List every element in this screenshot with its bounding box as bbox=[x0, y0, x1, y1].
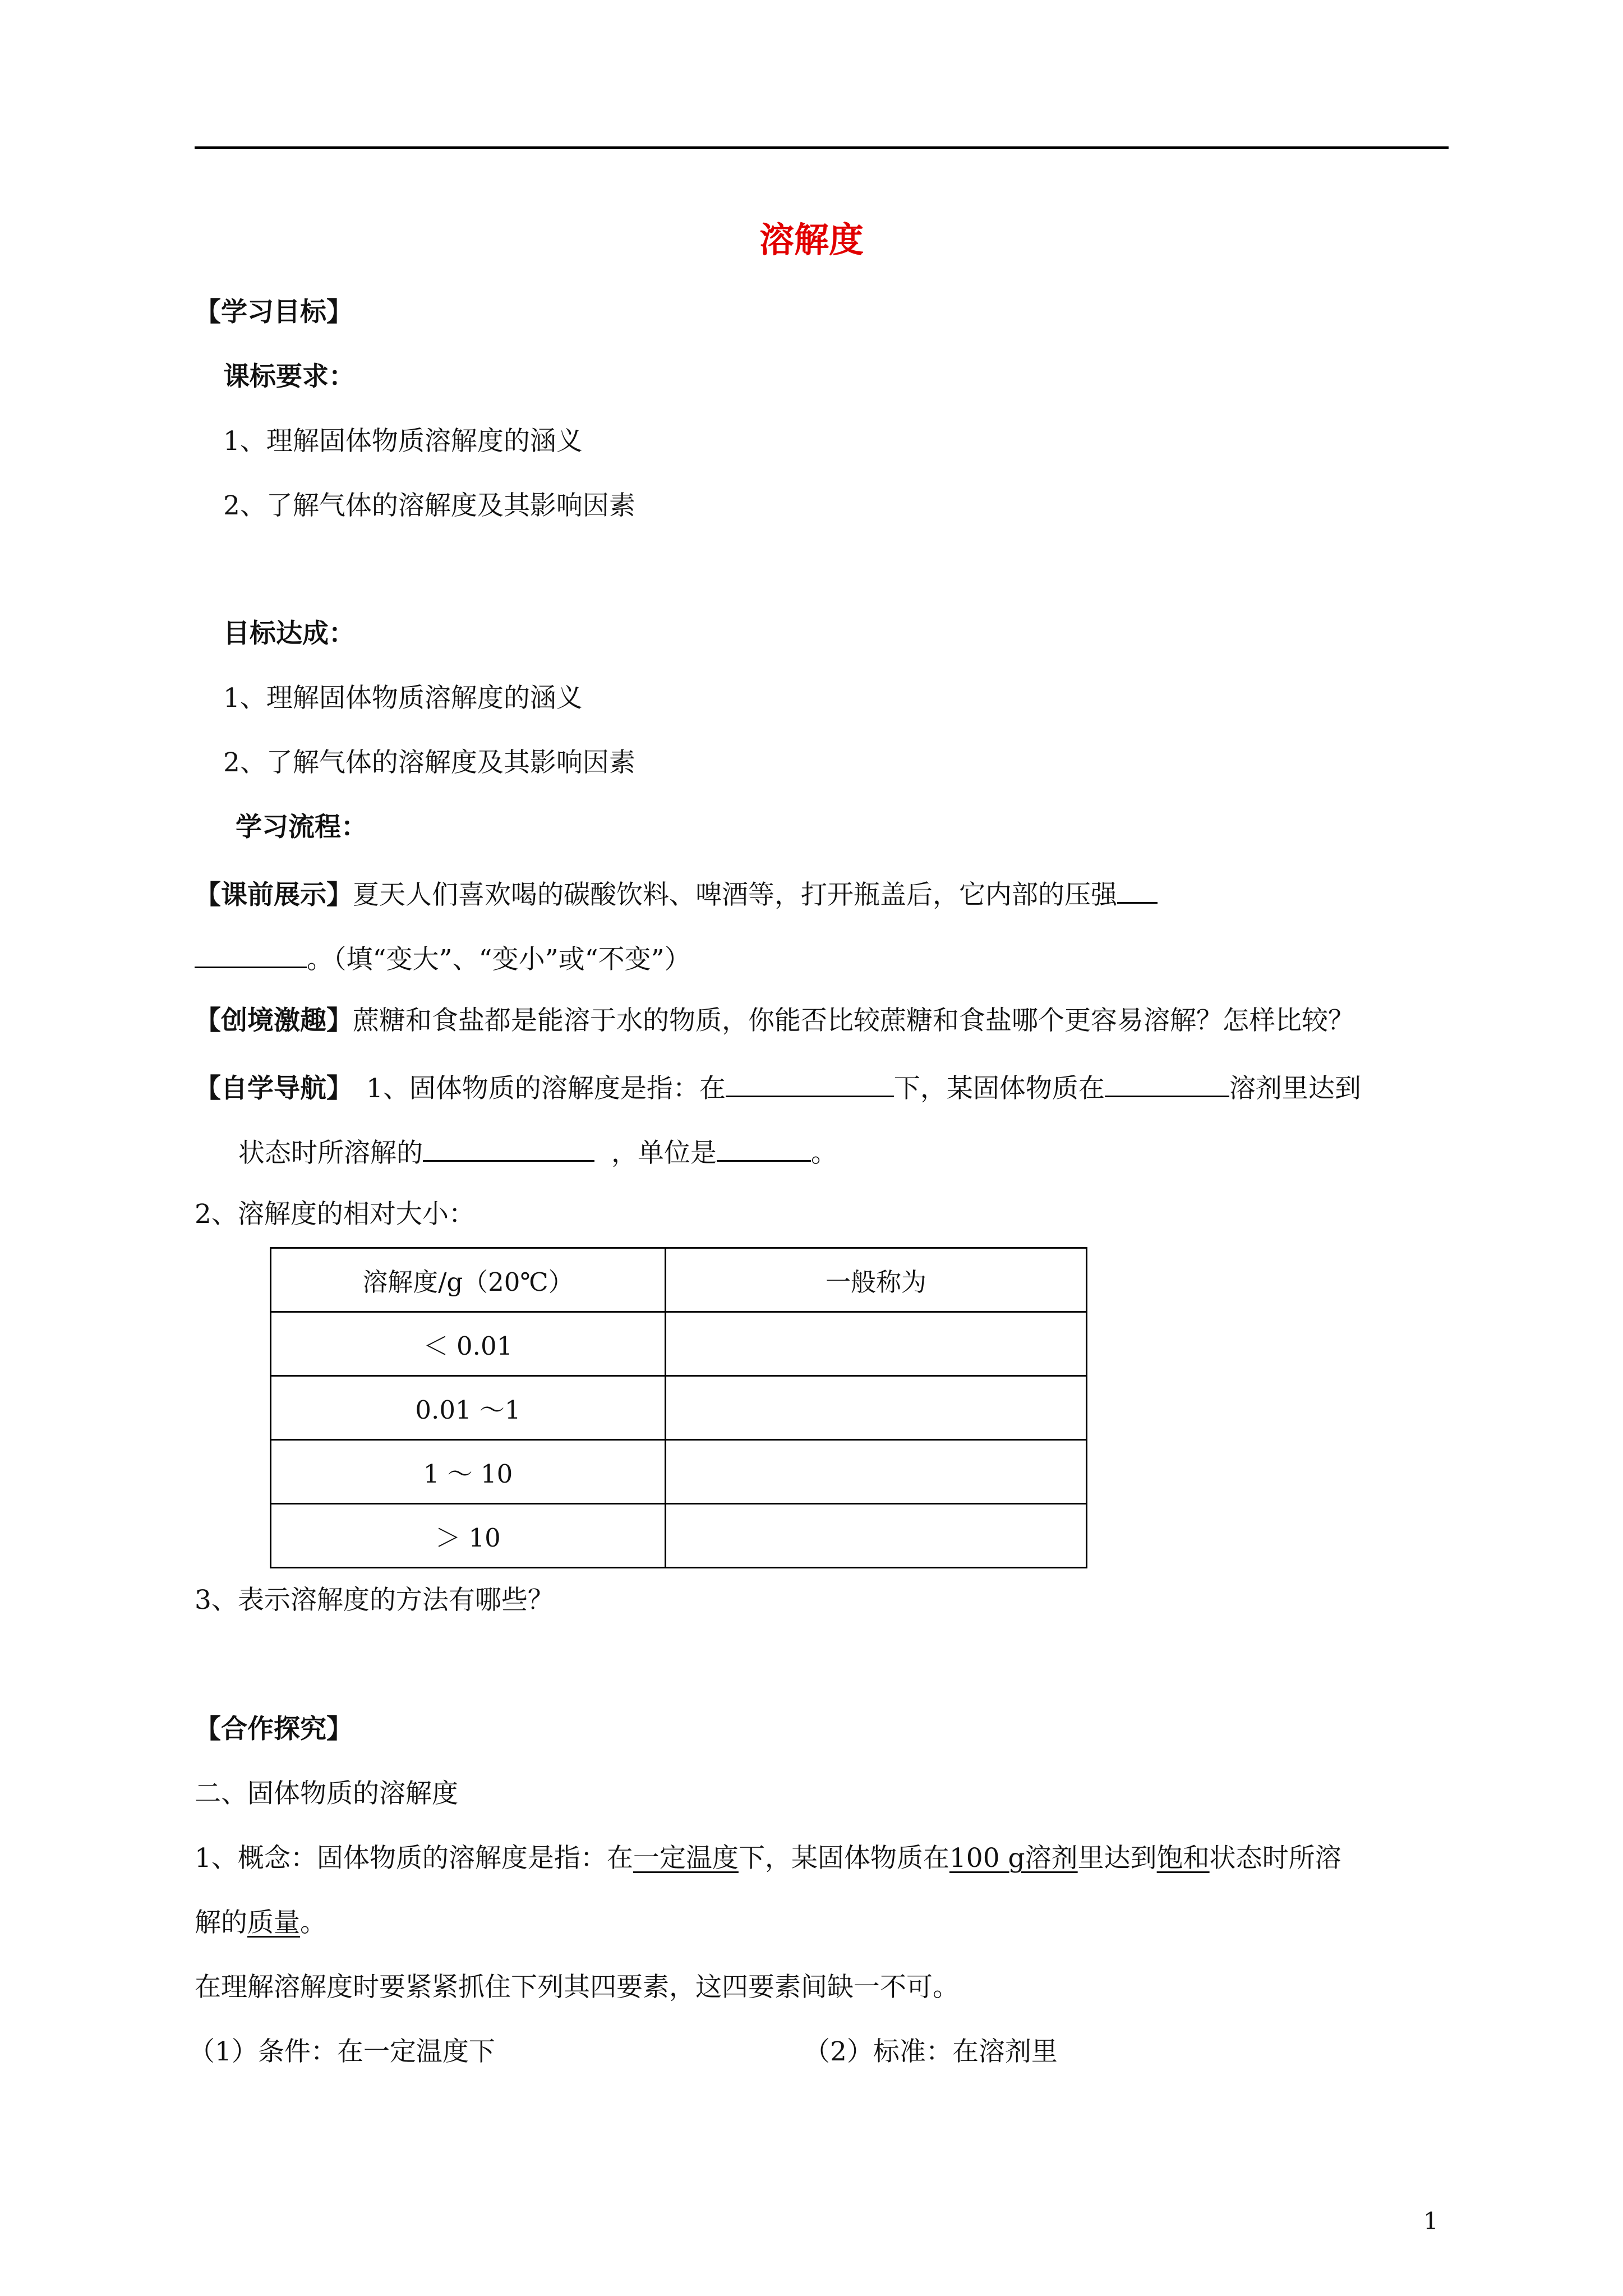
scenario-line bbox=[195, 1004, 1354, 1038]
table-cell bbox=[666, 1504, 1087, 1568]
achieve-item: 2、了解气体的溶解度及其影响因素 bbox=[223, 747, 635, 778]
achieve-item: 1、理解固体物质溶解度的涵义 bbox=[223, 683, 583, 714]
condition-1: （1）条件：在一定温度下 bbox=[188, 2036, 495, 2067]
cooperate-section: 二、固体物质的溶解度 bbox=[195, 1778, 458, 1809]
solubility-table bbox=[270, 1247, 1087, 1568]
table-row bbox=[271, 1440, 1087, 1504]
concept-line-2 bbox=[195, 1906, 326, 1940]
table-cell: ＞ 10 bbox=[271, 1504, 666, 1568]
table-cell bbox=[666, 1440, 1087, 1504]
concept-text: 。 bbox=[300, 1907, 326, 1938]
curriculum-label: 课标要求： bbox=[223, 361, 355, 392]
answer-blank bbox=[1105, 1069, 1229, 1097]
table-header: 溶解度/g（20℃） bbox=[271, 1248, 666, 1312]
preview-line bbox=[195, 875, 1158, 912]
table-row bbox=[271, 1312, 1087, 1376]
condition-2: （2）标准：在溶剂里 bbox=[804, 2036, 1058, 2067]
concept-underline: 100 g溶剂 bbox=[949, 1843, 1078, 1874]
self-study-line-2 bbox=[238, 1133, 837, 1170]
scenario-text: 蔗糖和食盐都是能溶于水的物质，你能否比较蔗糖和食盐哪个更容易溶解？怎样比较？ bbox=[353, 1005, 1354, 1036]
q1-text-b: 下，某固体物质在 bbox=[893, 1073, 1105, 1104]
curriculum-item: 1、理解固体物质溶解度的涵义 bbox=[223, 426, 583, 457]
q3-text: 3、表示溶解度的方法有哪些？ bbox=[195, 1585, 554, 1616]
concept-text: 下，某固体物质在 bbox=[738, 1843, 949, 1874]
cooperate-heading: 【合作探究】 bbox=[195, 1714, 353, 1745]
answer-blank bbox=[726, 1069, 894, 1097]
curriculum-item: 2、了解气体的溶解度及其影响因素 bbox=[223, 490, 635, 521]
concept-underline: 一定温度 bbox=[633, 1843, 739, 1874]
preview-tail: 。（填“变大”、“变小”或“不变”） bbox=[307, 944, 691, 975]
table-cell: ＜ 0.01 bbox=[271, 1312, 666, 1376]
q1-text-f: 。 bbox=[811, 1138, 837, 1168]
table-header-row bbox=[271, 1248, 1087, 1312]
concept-line bbox=[195, 1842, 1341, 1875]
self-study-label: 【自学导航】 bbox=[195, 1073, 353, 1104]
goals-heading: 【学习目标】 bbox=[195, 297, 353, 328]
concept-text: 1、概念：固体物质的溶解度是指：在 bbox=[195, 1843, 633, 1874]
four-elements-text: 在理解溶解度时要紧紧抓住下列其四要素，这四要素间缺一不可。 bbox=[195, 1972, 959, 2003]
concept-text: 状态时所溶 bbox=[1209, 1843, 1341, 1874]
answer-blank bbox=[423, 1133, 594, 1162]
q1-text-a: 1、固体物质的溶解度是指：在 bbox=[366, 1073, 726, 1104]
scenario-label: 【创境激趣】 bbox=[195, 1005, 353, 1036]
table-cell: 0.01 ～1 bbox=[271, 1376, 666, 1440]
concept-underline: 质量 bbox=[247, 1907, 300, 1938]
q1-text-e: ，单位是 bbox=[611, 1138, 717, 1168]
process-label: 学习流程： bbox=[236, 812, 367, 843]
q2-text: 2、溶解度的相对大小： bbox=[195, 1199, 475, 1230]
answer-blank bbox=[195, 940, 307, 968]
answer-blank bbox=[717, 1133, 811, 1162]
answer-blank bbox=[1117, 875, 1158, 904]
table-cell: 1 ～ 10 bbox=[271, 1440, 666, 1504]
concept-text: 解的 bbox=[195, 1907, 247, 1938]
page-number: 1 bbox=[1423, 2207, 1438, 2235]
achieve-label: 目标达成： bbox=[223, 618, 355, 649]
page-title: 溶解度 bbox=[759, 219, 864, 260]
header-rule bbox=[195, 146, 1449, 149]
self-study-line bbox=[195, 1069, 1361, 1106]
preview-line-2 bbox=[195, 940, 691, 977]
q1-text-d: 状态时所溶解的 bbox=[238, 1138, 423, 1168]
table-row bbox=[271, 1504, 1087, 1568]
preview-label: 【课前展示】 bbox=[195, 880, 353, 910]
concept-underline: 饱和 bbox=[1156, 1843, 1210, 1874]
table-cell bbox=[666, 1376, 1087, 1440]
q1-text-c: 溶剂里达到 bbox=[1229, 1073, 1361, 1104]
table-cell bbox=[666, 1312, 1087, 1376]
preview-text: 夏天人们喜欢喝的碳酸饮料、啤酒等，打开瓶盖后，它内部的压强 bbox=[353, 880, 1117, 910]
table-header: 一般称为 bbox=[666, 1248, 1087, 1312]
table-row bbox=[271, 1376, 1087, 1440]
concept-text: 里达到 bbox=[1077, 1843, 1157, 1874]
